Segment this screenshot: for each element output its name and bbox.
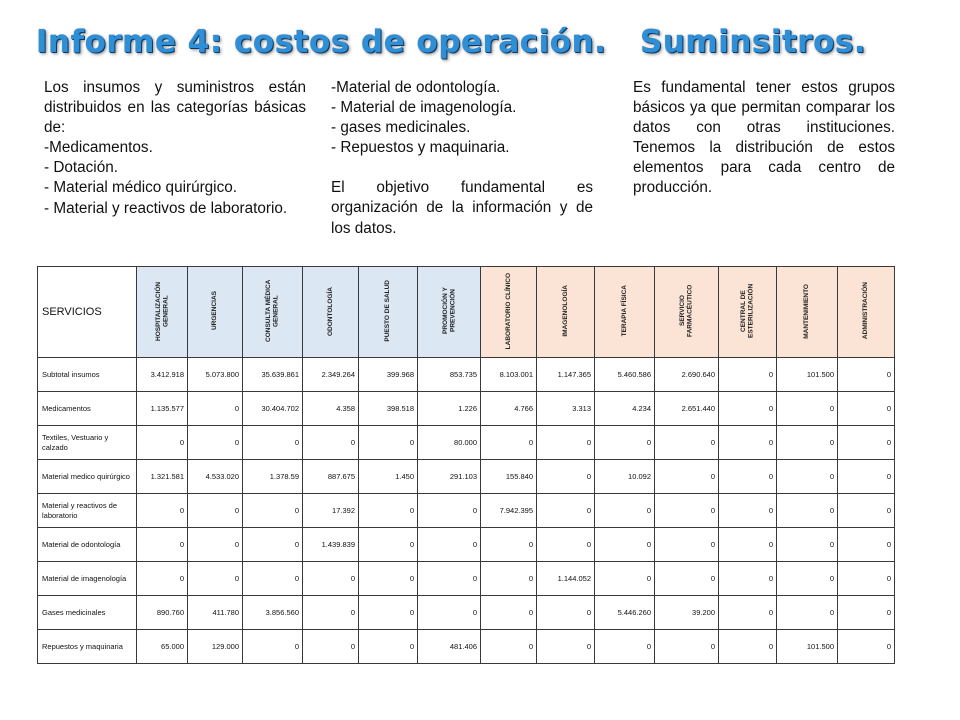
table-cell: 1.321.581 [137, 460, 188, 494]
table-cell: 4.358 [303, 392, 359, 426]
column-header [838, 267, 895, 358]
column-header [188, 267, 243, 358]
column-header-label: URGENCIAS [211, 291, 219, 331]
table-cell: 0 [838, 528, 895, 562]
table-row [38, 426, 895, 460]
table-cell: 35.639.861 [243, 358, 303, 392]
intro-column [44, 78, 306, 219]
table-cell: 0 [243, 494, 303, 528]
intro-paragraph: Los insumos y suministros están distribuidos en las categorías básicas de: [44, 79, 306, 137]
category-item: - Material de imagenología. [331, 99, 517, 117]
table-cell: 0 [188, 494, 243, 528]
table-cell: 39.200 [655, 596, 719, 630]
table-cell: 0 [137, 494, 188, 528]
table-cell: 0 [137, 528, 188, 562]
table-cell: 0 [595, 494, 655, 528]
row-label: Material de odontología [38, 528, 137, 562]
table-row [38, 630, 895, 664]
section-title: Suminsitros. [640, 24, 867, 60]
column-header-label: PUESTO DE SALUD [384, 280, 392, 342]
table-cell: 4.234 [595, 392, 655, 426]
column-header-label: CONSULTA MÉDICA GENERAL [265, 279, 280, 343]
table-cell: 0 [243, 528, 303, 562]
table-cell: 0 [719, 528, 777, 562]
table-cell: 853.735 [418, 358, 481, 392]
table-cell: 101.500 [777, 358, 838, 392]
column-header-label: PROMOCIÓN Y PREVENCIÓN [441, 287, 456, 335]
table-cell: 0 [481, 596, 537, 630]
summary-paragraph: Es fundamental tener estos grupos básicos ya que permitan comparar los datos con otras instituciones. Tenemos la distribución de estos elementos para cada centro de producción. [633, 79, 895, 197]
table-cell: 481.406 [418, 630, 481, 664]
row-label: Gases medicinales [38, 596, 137, 630]
table-cell: 2.651.440 [655, 392, 719, 426]
table-cell: 1.226 [418, 392, 481, 426]
table-cell: 0 [838, 426, 895, 460]
table-cell: 5.460.586 [595, 358, 655, 392]
category-item: - Repuestos y maquinaria. [331, 139, 510, 157]
table-cell: 155.840 [481, 460, 537, 494]
table-cell: 398.518 [359, 392, 418, 426]
table-cell: 0 [243, 426, 303, 460]
row-label: Material de imagenología [38, 562, 137, 596]
table-cell: 7.942.395 [481, 494, 537, 528]
row-label: Material medico quirúrgico [38, 460, 137, 494]
table-cell: 0 [418, 528, 481, 562]
row-label: Material y reactivos de laboratorio [38, 494, 137, 528]
column-header-label: IMAGENOLOGÍA [561, 285, 569, 337]
table-cell: 0 [537, 460, 595, 494]
table-cell: 0 [481, 528, 537, 562]
category-item: - Material y reactivos de laboratorio. [44, 199, 288, 217]
column-header-label: LABORATORIO CLÍNICO [504, 272, 512, 350]
table-cell: 101.500 [777, 630, 838, 664]
table-cell: 1.144.052 [537, 562, 595, 596]
table-row [38, 392, 895, 426]
table-row [38, 358, 895, 392]
table-cell: 129.000 [188, 630, 243, 664]
table-cell: 0 [359, 562, 418, 596]
table-cell: 0 [719, 460, 777, 494]
table-row [38, 596, 895, 630]
table-cell: 0 [838, 494, 895, 528]
table-cell: 30.404.702 [243, 392, 303, 426]
table-cell: 0 [595, 426, 655, 460]
table-cell: 0 [719, 494, 777, 528]
table-cell: 0 [838, 562, 895, 596]
column-header-label: TERAPIA FÍSICA [620, 285, 628, 337]
table-cell: 0 [537, 494, 595, 528]
table-cell: 0 [655, 528, 719, 562]
table-cell: 291.103 [418, 460, 481, 494]
table-cell: 0 [137, 426, 188, 460]
table-cell: 0 [188, 426, 243, 460]
table-cell: 0 [418, 494, 481, 528]
table-cell: 0 [655, 630, 719, 664]
row-label: Medicamentos [38, 392, 137, 426]
column-header [481, 267, 537, 358]
table-cell: 0 [537, 528, 595, 562]
column-header [537, 267, 595, 358]
table-cell: 2.690.640 [655, 358, 719, 392]
table-cell: 0 [137, 562, 188, 596]
table-cell: 0 [838, 460, 895, 494]
category-item: - Dotación. [44, 159, 118, 177]
table-cell: 2.349.264 [303, 358, 359, 392]
table-cell: 887.675 [303, 460, 359, 494]
table-cell: 0 [303, 426, 359, 460]
table-cell: 4.533.020 [188, 460, 243, 494]
table-cell: 0 [359, 630, 418, 664]
table-cell: 399.968 [359, 358, 418, 392]
table-cell: 0 [655, 494, 719, 528]
table-cell: 0 [188, 528, 243, 562]
table-cell: 0 [777, 562, 838, 596]
table-cell: 1.450 [359, 460, 418, 494]
report-title: Informe 4: costos de operación. [36, 24, 607, 60]
table-cell: 0 [838, 596, 895, 630]
table-cell: 5.446.260 [595, 596, 655, 630]
table-cell: 0 [243, 562, 303, 596]
table-row [38, 528, 895, 562]
table-cell: 0 [838, 630, 895, 664]
table-cell: 0 [303, 596, 359, 630]
table-cell: 1.439.839 [303, 528, 359, 562]
table-row [38, 562, 895, 596]
table-body [38, 358, 895, 664]
table-cell: 0 [655, 460, 719, 494]
table-cell: 3.412.918 [137, 358, 188, 392]
row-label: Repuestos y maquinaria [38, 630, 137, 664]
table-cell: 0 [537, 426, 595, 460]
table-cell: 3.313 [537, 392, 595, 426]
table-cell: 0 [595, 630, 655, 664]
table-cell: 80.000 [418, 426, 481, 460]
table-cell: 0 [188, 392, 243, 426]
table-cell: 0 [719, 630, 777, 664]
table-cell: 0 [188, 562, 243, 596]
table-cell: 0 [777, 596, 838, 630]
table-cell: 0 [359, 528, 418, 562]
column-header-label: CENTRAL DE ESTERILIZACIÓN [740, 283, 755, 339]
column-header-label: ADMINISTRACIÓN [862, 282, 870, 340]
table-cell: 1.135.577 [137, 392, 188, 426]
table-cell: 0 [655, 426, 719, 460]
costs-table [37, 266, 895, 664]
table-cell: 4.766 [481, 392, 537, 426]
table-cell: 0 [303, 562, 359, 596]
table-cell: 0 [777, 392, 838, 426]
category-item: - gases medicinales. [331, 119, 471, 137]
column-header-label: SERVICIO FARMACÉUTICO [679, 284, 694, 338]
table-cell: 0 [719, 562, 777, 596]
categories-column [331, 78, 593, 239]
table-cell: 0 [303, 630, 359, 664]
table-cell: 0 [481, 630, 537, 664]
table-cell: 0 [838, 358, 895, 392]
table-cell: 0 [777, 426, 838, 460]
table-cell: 17.392 [303, 494, 359, 528]
table-cell: 0 [359, 494, 418, 528]
table-cell: 0 [777, 494, 838, 528]
table-cell: 0 [537, 596, 595, 630]
column-header [655, 267, 719, 358]
column-header [595, 267, 655, 358]
table-cell: 0 [719, 358, 777, 392]
category-item: - Material médico quirúrgico. [44, 179, 237, 197]
table-cell: 0 [418, 596, 481, 630]
column-header [137, 267, 188, 358]
category-item: -Medicamentos. [44, 139, 153, 157]
table-row [38, 494, 895, 528]
column-header-label: MANTENIMIENTO [803, 283, 811, 339]
table-cell: 0 [243, 630, 303, 664]
table-cell: 0 [595, 528, 655, 562]
column-header [418, 267, 481, 358]
table-cell: 0 [777, 528, 838, 562]
row-label: Textiles, Vestuario y calzado [38, 426, 137, 460]
table-cell: 0 [595, 562, 655, 596]
services-header: SERVICIOS [38, 267, 137, 358]
table-cell: 8.103.001 [481, 358, 537, 392]
table-cell: 0 [838, 392, 895, 426]
column-header [359, 267, 418, 358]
table-cell: 3.856.560 [243, 596, 303, 630]
row-label: Subtotal insumos [38, 358, 137, 392]
table-cell: 0 [481, 562, 537, 596]
objective-paragraph: El objetivo fundamental es organización de la información y de los datos. [331, 179, 593, 237]
table-cell: 0 [719, 596, 777, 630]
column-header [719, 267, 777, 358]
table-cell: 0 [481, 426, 537, 460]
table-cell: 0 [777, 460, 838, 494]
table-cell: 0 [537, 630, 595, 664]
column-header [303, 267, 359, 358]
table-cell: 0 [359, 596, 418, 630]
column-header [777, 267, 838, 358]
table-cell: 5.073.800 [188, 358, 243, 392]
table-cell: 0 [655, 562, 719, 596]
table-row [38, 460, 895, 494]
table-cell: 10.092 [595, 460, 655, 494]
column-header [243, 267, 303, 358]
column-header-label: ODONTOLOGÍA [326, 286, 334, 336]
table-cell: 0 [418, 562, 481, 596]
table-cell: 65.000 [137, 630, 188, 664]
table-cell: 0 [719, 392, 777, 426]
table-cell: 890.760 [137, 596, 188, 630]
table-cell: 0 [719, 426, 777, 460]
column-header-label: HOSPITALIZACIÓN GENERAL [154, 281, 169, 341]
table-cell: 1.147.365 [537, 358, 595, 392]
table-header-row [38, 267, 895, 358]
table-cell: 1.378.59 [243, 460, 303, 494]
summary-column [633, 78, 895, 199]
category-item: -Material de odontología. [331, 79, 501, 96]
table-cell: 411.780 [188, 596, 243, 630]
table-cell: 0 [359, 426, 418, 460]
